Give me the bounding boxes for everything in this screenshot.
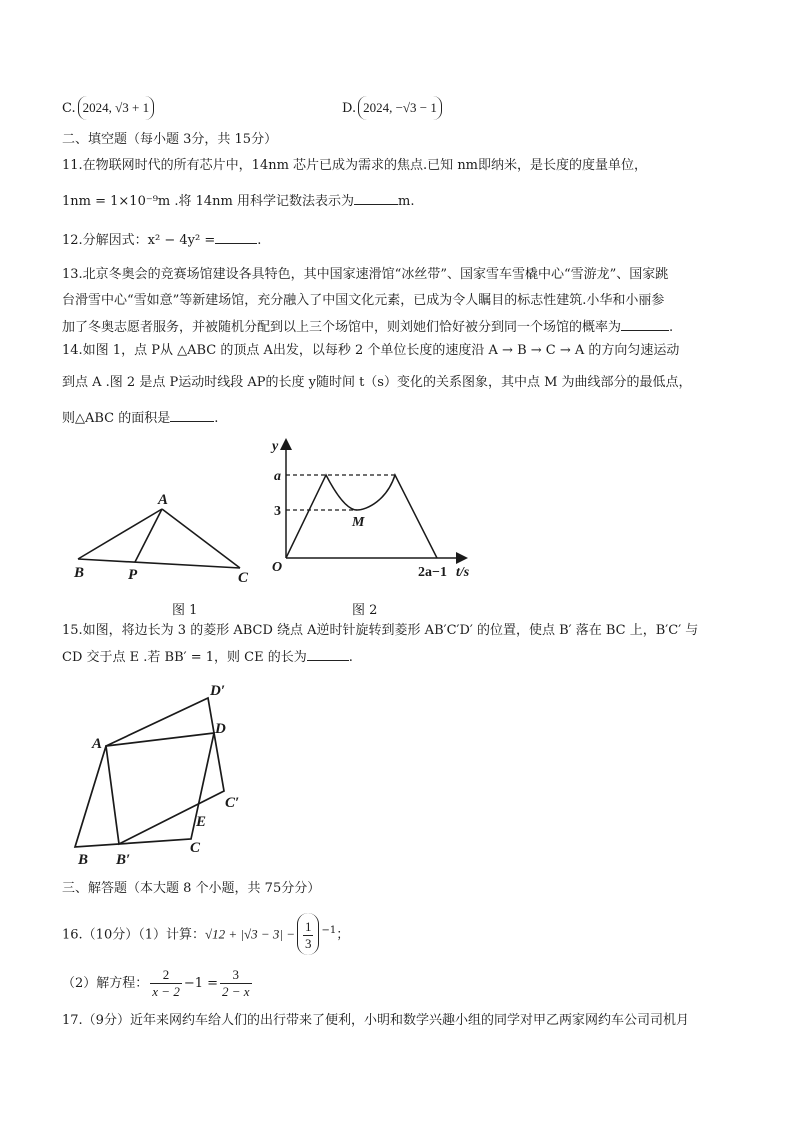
- q12-line: [62, 231, 261, 250]
- q13-line3-text: 加了冬奥志愿者服务，并被随机分配到以上三个场馆中，则刘她们恰好被分到同一个场馆的概率为: [62, 320, 622, 335]
- q16-part1-label: 16.（10分）（1）计算：: [62, 927, 205, 943]
- q14-line3-text: 则△ABC 的面积是: [62, 411, 171, 426]
- q13-line2: 台滑雪中心“雪如意”等新建场馆，充分融入了中国文化元素，已成为令人瞩目的标志性建筑.小华和小丽参: [62, 293, 665, 308]
- fig1-label-a: A: [158, 492, 169, 508]
- q13-end: .: [669, 320, 674, 335]
- q15-answer-blank[interactable]: [307, 648, 349, 661]
- q16-frac1-den: 3: [304, 935, 312, 951]
- q16-part2-label: （2）解方程：: [62, 976, 149, 991]
- fig3-label-b1: B′: [116, 852, 131, 868]
- figure3-rhombus: [62, 676, 262, 870]
- choice-c-value: 2024, √3 + 1: [78, 96, 154, 120]
- figure2-graph: [262, 432, 484, 582]
- section2-title: 二、填空题（每小题 3分，共 15分）: [62, 132, 278, 147]
- q16-frac2-den: x − 2: [152, 984, 180, 999]
- fig1-label-b: B: [74, 565, 85, 581]
- q16-frac3-den: 2 − x: [222, 984, 250, 999]
- q14-end: .: [214, 411, 219, 426]
- choice-d-label: D.: [342, 101, 357, 116]
- q14-answer-blank[interactable]: [170, 409, 214, 422]
- fig3-label-c: C: [190, 840, 201, 856]
- q15-end: .: [348, 650, 353, 665]
- fig2-label-x-end: 2a−1: [418, 565, 447, 580]
- choice-c: [62, 96, 156, 120]
- figure1-triangle: [62, 488, 262, 588]
- fig3-label-d: D: [215, 721, 226, 737]
- q11-answer-blank[interactable]: [354, 192, 398, 205]
- q16-part2: [62, 964, 254, 1004]
- fig1-side-bc: [78, 559, 240, 568]
- q13-line1: 13.北京冬奥会的竞赛场馆建设各具特色，其中国家速滑馆“冰丝带”、国家雪车雪橇中心“雪游龙”、国家跳: [62, 267, 669, 282]
- q11-line2-end: m.: [398, 194, 415, 209]
- q11-line2-text: 1nm = 1×10⁻⁹m .将 14nm 用科学记数法表示为: [62, 194, 355, 209]
- fig3-label-e: E: [196, 814, 207, 830]
- q16-frac1-num: 1: [304, 918, 312, 934]
- fig1-label-p: P: [128, 567, 138, 583]
- fig2-label-y: y: [272, 439, 279, 454]
- q13-answer-blank[interactable]: [621, 318, 669, 331]
- q17-line1: 17.（9分）近年来网约车给人们的出行带来了便利，小明和数学兴趣小组的同学对甲乙两家网约车公司司机月: [62, 1013, 689, 1028]
- q14-line3: [62, 409, 218, 428]
- q16-frac2-num: 2: [150, 967, 182, 984]
- fig2-label-m: M: [352, 515, 365, 530]
- q13-line3: [62, 318, 673, 337]
- q12-end: .: [257, 233, 262, 248]
- fig1-label-c: C: [238, 570, 249, 586]
- fig3-label-d1: D′: [210, 683, 226, 699]
- fig2-label-x-axis: t/s: [456, 565, 470, 580]
- choice-d: [342, 96, 444, 120]
- fig1-side-ac: [162, 509, 240, 568]
- fig2-label-o: O: [272, 560, 283, 575]
- q14-line2: 到点 A .图 2 是点 P运动时线段 AP的长度 y随时间 t（s）变化的关系图象，其中点 M 为曲线部分的最低点，: [62, 375, 692, 390]
- q12-text: 12.分解因式：x² − 4y² =: [62, 233, 216, 248]
- q15-line2-text: CD 交于点 E .若 BB′ = 1，则 CE 的长为: [62, 650, 307, 665]
- q16-frac3-num: 3: [220, 967, 252, 984]
- fig3-label-c1: C′: [225, 795, 240, 811]
- fig3-label-b: B: [78, 852, 89, 868]
- fig2-label-a: a: [274, 469, 281, 484]
- section3-title: 三、解答题（本大题 8 个小题，共 75分分）: [62, 881, 321, 896]
- fig1-caption: 图 1: [172, 603, 198, 618]
- q16-exponent: −1: [321, 925, 337, 936]
- fig3-label-a: A: [92, 736, 103, 752]
- choice-d-value: 2024, −√3 − 1: [358, 96, 442, 120]
- q15-line1: 15.如图，将边长为 3 的菱形 ABCD 绕点 A逆时针旋转到菱形 AB′C′D′ 的位置，使点 B′ 落在 BC 上，B′C′ 与: [62, 623, 699, 638]
- q11-line2: [62, 192, 414, 211]
- q16-part1-expr: √12 + |√3 − 3| −: [205, 926, 295, 942]
- q16-part1: [62, 910, 349, 952]
- q14-line1: 14.如图 1，点 P从 △ABC 的顶点 A出发，以每秒 2 个单位长度的速度沿 A → B → C → A 的方向匀速运动: [62, 343, 680, 358]
- fig2-label-3: 3: [274, 504, 281, 519]
- q16-part1-end: ；: [336, 927, 350, 943]
- choice-c-label: C.: [62, 101, 76, 116]
- q12-answer-blank[interactable]: [215, 231, 257, 244]
- q11-line1: 11.在物联网时代的所有芯片中，14nm 芯片已成为需求的焦点.已知 nm即纳米，是长度的度量单位，: [62, 158, 648, 173]
- fig2-caption: 图 2: [352, 603, 378, 618]
- q15-line2: [62, 648, 353, 667]
- q16-equation-mid: −1 =: [183, 976, 219, 991]
